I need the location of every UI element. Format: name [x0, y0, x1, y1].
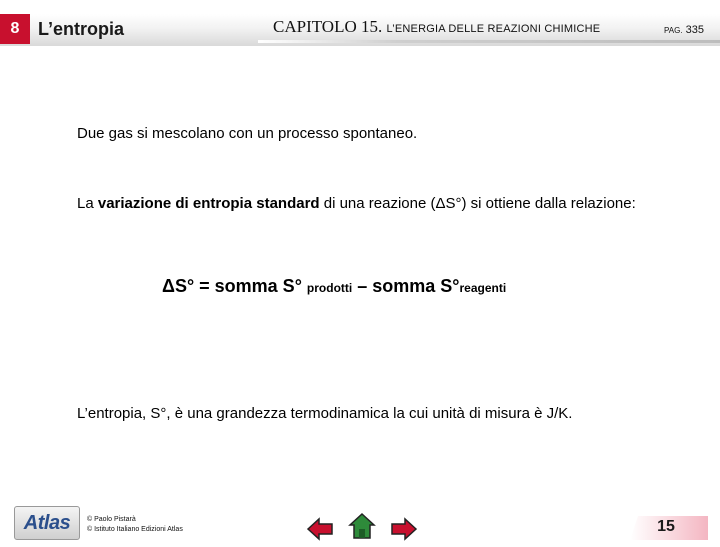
header-underline — [258, 40, 720, 43]
paragraph-bold-term: variazione di entropia standard — [97, 195, 320, 212]
arrow-right-icon — [390, 516, 418, 542]
paragraph-text-end: di una reazione (ΔS°) si ottiene dalla relazione: — [319, 195, 636, 212]
chapter-subtitle: L’ENERGIA DELLE REAZIONI CHIMICHE — [386, 23, 601, 35]
atlas-logo — [14, 506, 80, 540]
arrow-left-icon — [306, 516, 334, 542]
formula-middle: – somma S° — [357, 276, 460, 296]
chapter-label: CAPITOLO 15. — [273, 17, 383, 36]
section-number: 8 — [0, 14, 30, 44]
slide-number: 15 — [657, 518, 675, 535]
next-button[interactable] — [390, 516, 418, 542]
paragraph-gas-mixing: Due gas si mescolano con un processo spontaneo. — [77, 125, 418, 142]
page-reference — [664, 24, 704, 36]
credit-author: © Paolo Pistarà — [87, 516, 136, 523]
paragraph-entropy-definition: L’entropia, S°, è una grandezza termodinamica la cui unità di misura è J/K. — [77, 405, 573, 422]
credits — [87, 515, 183, 535]
home-icon — [348, 512, 376, 540]
logo-text: Atlas — [23, 511, 71, 534]
formula-lhs: ΔS° = somma S° — [162, 276, 302, 296]
section-title: L’entropia — [38, 19, 125, 39]
page-label: PAG. — [664, 26, 683, 35]
formula-sub-products: prodotti — [306, 281, 353, 295]
home-button[interactable] — [348, 512, 376, 538]
slide-number-badge — [630, 516, 708, 540]
chapter-heading — [273, 17, 600, 37]
formula-sub-reactants: reagenti — [459, 281, 507, 295]
paragraph-standard-entropy — [77, 194, 637, 213]
credit-publisher: © Istituto Italiano Edizioni Atlas — [87, 526, 183, 533]
page-number: 335 — [685, 24, 704, 36]
paragraph-text-start: La — [77, 195, 98, 212]
previous-button[interactable] — [306, 516, 334, 542]
entropy-formula — [162, 276, 506, 297]
